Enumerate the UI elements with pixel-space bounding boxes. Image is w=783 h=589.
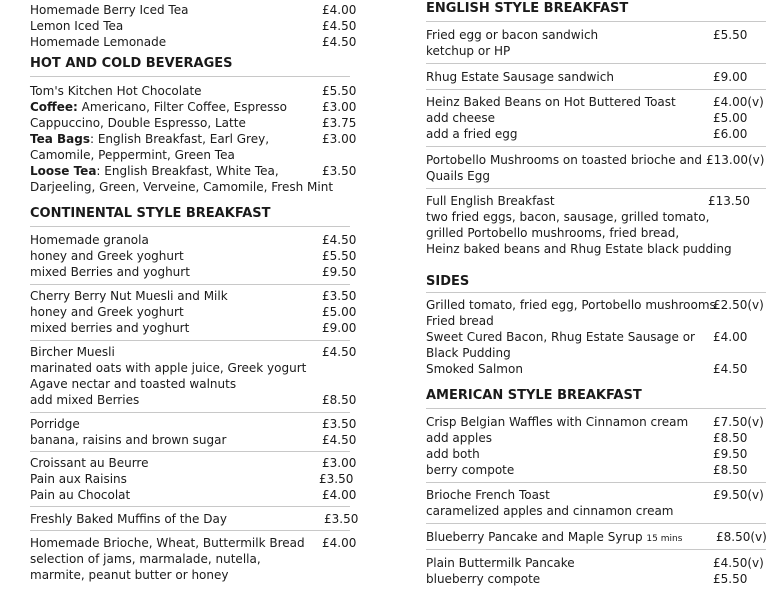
menu-item-name: honey and Greek yoghurt — [30, 305, 184, 319]
menu-item-name: banana, raisins and brown sugar — [30, 433, 227, 447]
menu-item-name: Heinz Baked Beans on Hot Buttered Toast — [426, 95, 676, 109]
menu-item-name: blueberry compote — [426, 572, 541, 586]
menu-item-name — [30, 131, 269, 147]
menu-item-name: mixed Berries and yoghurt — [30, 265, 190, 279]
menu-item-name: Fried egg or bacon sandwich — [426, 28, 599, 42]
menu-item-price: £3.50 — [322, 417, 357, 431]
menu-item-name — [30, 163, 279, 179]
menu-item-price: £8.50 — [713, 431, 748, 445]
menu-item-desc: Heinz baked beans and Rhug Estate black pudding — [426, 242, 732, 256]
menu-item-price: £3.00 — [322, 100, 357, 114]
item-divider — [30, 340, 350, 341]
item-divider — [426, 188, 766, 189]
menu-item-name: Crisp Belgian Waffles with Cinnamon cream — [426, 415, 689, 429]
menu-item-price: £5.00 — [713, 111, 748, 125]
item-divider — [426, 523, 766, 524]
menu-item-price: £4.50 — [322, 433, 357, 447]
item-divider — [426, 482, 766, 483]
menu-item-price: £4.50 — [322, 19, 357, 33]
menu-item-name: Homemade granola — [30, 233, 149, 247]
item-divider — [426, 549, 766, 550]
menu-item-price: £4.50 — [322, 345, 357, 359]
menu-item-desc: Quails Egg — [426, 169, 490, 183]
menu-item-desc: Camomile, Peppermint, Green Tea — [30, 148, 235, 162]
menu-item-name: honey and Greek yoghurt — [30, 249, 184, 263]
menu-item-desc: Agave nectar and toasted walnuts — [30, 377, 237, 391]
menu-item-price: £5.00 — [322, 305, 357, 319]
menu-item-price: £9.00 — [322, 321, 357, 335]
menu-item-price: £3.50 — [324, 512, 359, 526]
menu-item-desc: two fried eggs, bacon, sausage, grilled tomato, — [426, 210, 710, 224]
prep-time-note: 15 mins — [646, 534, 683, 544]
menu-item-price: £5.50 — [713, 28, 748, 42]
menu-item-name: Cappuccino, Double Espresso, Latte — [30, 116, 246, 130]
coffee-options: Americano, Filter Coffee, Espresso — [77, 100, 288, 114]
section-divider — [426, 21, 766, 22]
menu-item-name: Pain au Chocolat — [30, 488, 131, 502]
section-title-continental: CONTINENTAL STYLE BREAKFAST — [30, 206, 271, 221]
menu-item-price: £2.50(v) — [713, 298, 764, 312]
menu-item-price: £13.00(v) — [706, 153, 765, 167]
menu-item-name: Brioche French Toast — [426, 488, 550, 502]
menu-item-price: £3.00 — [322, 132, 357, 146]
menu-item-name: Homemade Berry Iced Tea — [30, 3, 189, 17]
menu-item-price: £8.50(v) — [716, 530, 767, 544]
item-divider — [30, 506, 350, 507]
menu-item-name: Pain aux Raisins — [30, 472, 127, 486]
item-divider — [30, 412, 350, 413]
item-divider — [30, 451, 350, 452]
menu-item-name: Tom's Kitchen Hot Chocolate — [30, 84, 202, 98]
item-divider — [30, 284, 350, 285]
menu-item-price: £3.75 — [322, 116, 357, 130]
tea-bags-options: : English Breakfast, Earl Grey, — [89, 132, 270, 146]
menu-item-name: Sweet Cured Bacon, Rhug Estate Sausage or — [426, 330, 695, 344]
menu-item-name: berry compote — [426, 463, 515, 477]
menu-item-name: Homemade Brioche, Wheat, Buttermilk Bread — [30, 536, 305, 550]
menu-item-desc: ketchup or HP — [426, 44, 511, 58]
loose-tea-options: : English Breakfast, White Tea, — [96, 164, 279, 178]
menu-item-price: £4.50(v) — [713, 556, 764, 570]
menu-item-name: Portobello Mushrooms on toasted brioche and — [426, 153, 703, 167]
menu-item-name: Grilled tomato, fried egg, Portobello mushrooms — [426, 298, 716, 312]
section-divider — [426, 292, 766, 293]
menu-item-name: Freshly Baked Muffins of the Day — [30, 512, 227, 526]
item-divider — [426, 89, 766, 90]
menu-item-price: £4.00 — [322, 536, 357, 550]
menu-item-price: £9.50 — [322, 265, 357, 279]
item-divider — [30, 530, 350, 531]
menu-item-name — [426, 529, 682, 547]
menu-item-name — [30, 99, 287, 115]
menu-item-price: £4.00(v) — [713, 95, 764, 109]
menu-item-name: Bircher Muesli — [30, 345, 115, 359]
menu-item-price: £8.50 — [713, 463, 748, 477]
menu-item-desc: grilled Portobello mushrooms, fried bread, — [426, 226, 680, 240]
menu-item-name: add both — [426, 447, 480, 461]
menu-item-desc: Darjeeling, Green, Verveine, Camomile, Fresh Mint — [30, 180, 334, 194]
menu-item-price: £7.50(v) — [713, 415, 764, 429]
menu-item-price: £13.50 — [708, 194, 750, 208]
blueberry-pancake-name: Blueberry Pancake and Maple Syrup — [426, 530, 643, 544]
menu-item-price: £4.00 — [322, 488, 357, 502]
menu-item-price: £4.50 — [713, 362, 748, 376]
menu-item-desc: selection of jams, marmalade, nutella, — [30, 552, 261, 566]
menu-item-price: £8.50 — [322, 393, 357, 407]
menu-item-price: £5.50 — [322, 249, 357, 263]
menu-item-price: £3.50 — [319, 472, 354, 486]
menu-item-name: Croissant au Beurre — [30, 456, 149, 470]
section-title-sides: SIDES — [426, 274, 470, 289]
menu-item-price: £9.50(v) — [713, 488, 764, 502]
menu-item-desc: marinated oats with apple juice, Greek yogurt — [30, 361, 307, 375]
menu-item-name: add cheese — [426, 111, 496, 125]
section-title-english: ENGLISH STYLE BREAKFAST — [426, 1, 629, 16]
section-divider — [30, 76, 350, 77]
item-divider — [426, 63, 766, 64]
menu-item-desc: caramelized apples and cinnamon cream — [426, 504, 674, 518]
menu-item-price: £3.50 — [322, 164, 357, 178]
section-divider — [30, 226, 350, 227]
menu-item-name: Smoked Salmon — [426, 362, 523, 376]
menu-item-name: add apples — [426, 431, 492, 445]
coffee-label: Coffee: — [30, 100, 78, 114]
loose-tea-label: Loose Tea — [30, 164, 97, 178]
section-title-hot-cold-beverages: HOT AND COLD BEVERAGES — [30, 56, 233, 71]
menu-item-price: £3.00 — [322, 456, 357, 470]
menu-item-name: add mixed Berries — [30, 393, 140, 407]
menu-item-name: Black Pudding — [426, 346, 511, 360]
menu-item-price: £4.50 — [322, 233, 357, 247]
menu-item-name: Porridge — [30, 417, 80, 431]
menu-item-price: £5.50 — [713, 572, 748, 586]
menu-item-price: £9.00 — [713, 70, 748, 84]
menu-item-name: mixed berries and yoghurt — [30, 321, 190, 335]
menu-item-name: Plain Buttermilk Pancake — [426, 556, 575, 570]
tea-bags-label: Tea Bags — [30, 132, 90, 146]
menu-item-price: £3.50 — [322, 289, 357, 303]
menu-item-name: Cherry Berry Nut Muesli and Milk — [30, 289, 228, 303]
section-title-american: AMERICAN STYLE BREAKFAST — [426, 388, 642, 403]
menu-item-name: Full English Breakfast — [426, 194, 555, 208]
menu-item-price: £6.00 — [713, 127, 748, 141]
menu-item-price: £4.00 — [713, 330, 748, 344]
menu-item-desc: marmite, peanut butter or honey — [30, 568, 229, 582]
menu-item-name: Homemade Lemonade — [30, 35, 167, 49]
menu-item-name: Lemon Iced Tea — [30, 19, 124, 33]
menu-item-name: Rhug Estate Sausage sandwich — [426, 70, 614, 84]
item-divider — [426, 146, 766, 147]
menu-item-price: £9.50 — [713, 447, 748, 461]
menu-item-price: £5.50 — [322, 84, 357, 98]
menu-item-price: £4.50 — [322, 35, 357, 49]
menu-item-price: £4.00 — [322, 3, 357, 17]
menu-item-name: add a fried egg — [426, 127, 518, 141]
menu-item-name: Fried bread — [426, 314, 494, 328]
section-divider — [426, 408, 766, 409]
